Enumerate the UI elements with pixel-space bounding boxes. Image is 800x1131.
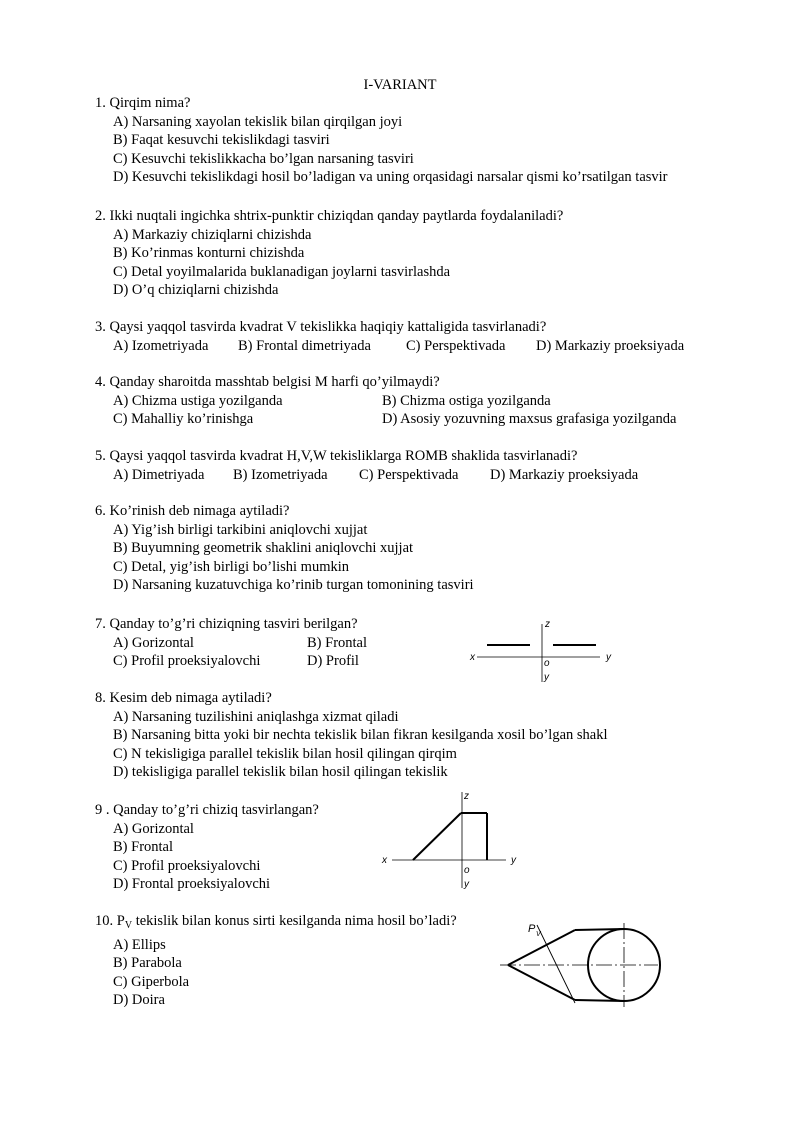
- origin-label: o: [464, 865, 470, 876]
- option-b: B) Buyumning geometrik shaklini aniqlovchi xujjat: [113, 540, 414, 557]
- question-stem: 8. Kesim deb nimaga aytiladi?: [95, 690, 272, 706]
- option-d: D) Profil: [307, 653, 359, 670]
- option-d: D) O’q chiziqlarni chizishda: [113, 282, 279, 299]
- option-d: D) Kesuvchi tekislikdagi hosil bo’ladigan va uning orqasidagi narsalar qismi ko’rsatilgan tasvir: [113, 169, 668, 186]
- axis-label-y-right: y: [511, 855, 516, 866]
- option-c: C) Detal yoyilmalarida buklanadigan joylarni tasvirlashda: [113, 263, 451, 280]
- option-b: B) Izometriyada: [233, 466, 328, 483]
- option-d: D) Frontal proeksiyalovchi: [113, 876, 271, 893]
- frontal-projection-line: [413, 813, 461, 860]
- plane-label: P: [528, 923, 536, 935]
- option-a: A) Narsaning tuzilishini aniqlashga xizmat qiladi: [113, 708, 399, 725]
- question-2: [95, 207, 563, 300]
- question-9: [95, 801, 319, 894]
- line-projection-figure-q9: [375, 787, 535, 897]
- axis-label-x: x: [470, 652, 475, 663]
- option-c: C) N tekisligiga parallel tekislik bilan hosil qilingan qirqim: [113, 745, 457, 762]
- question-stem: 3. Qaysi yaqqol tasvirda kvadrat V tekislikka haqiqiy kattaligida tasvirlanadi?: [95, 319, 547, 335]
- cone-base-top-edge: [575, 929, 624, 930]
- question-stem: 2. Ikki nuqtali ingichka shtrix-punktir chiziqdan qanday paytlarda foydalaniladi?: [95, 208, 564, 224]
- option-a: A) Yig’ish birligi tarkibini aniqlovchi xujjat: [113, 521, 368, 538]
- option-b: B) Chizma ostiga yozilganda: [382, 392, 551, 409]
- option-a: A) Gorizontal: [113, 634, 194, 651]
- option-a: A) Markaziy chiziqlarni chizishda: [113, 226, 312, 243]
- option-d: D) tekisligiga parallel tekislik bilan hosil qilingan tekislik: [113, 764, 448, 781]
- option-c: C) Giperbola: [113, 973, 190, 990]
- option-a: A) Dimetriyada: [113, 466, 205, 483]
- option-c: C) Profil proeksiyalovchi: [113, 653, 261, 670]
- option-c: C) Perspektivada: [359, 466, 459, 483]
- option-c: C) Kesuvchi tekislikkacha bo’lgan narsaning tasviri: [113, 150, 414, 167]
- question-stem: [95, 912, 457, 936]
- option-c: C) Perspektivada: [406, 337, 506, 354]
- option-c: C) Detal, yig’ish birligi bo’lishi mumkin: [113, 558, 350, 575]
- axis-label-y-bottom: y: [544, 672, 549, 683]
- question-6: [95, 502, 474, 595]
- option-a: A) Chizma ustiga yozilganda: [113, 392, 283, 409]
- variant-title: I-VARIANT: [363, 77, 437, 93]
- question-8: [95, 689, 608, 782]
- option-d: D) Asosiy yozuvning maxsus grafasiga yozilganda: [382, 411, 677, 428]
- option-b: B) Frontal: [113, 839, 174, 856]
- question-stem: 4. Qanday sharoitda masshtab belgisi M harfi qo’yilmaydi?: [95, 374, 440, 390]
- question-4: [95, 373, 676, 429]
- question-stem: 6. Ko’rinish deb nimaga aytiladi?: [95, 503, 290, 519]
- stem-subscript: V: [124, 920, 133, 931]
- axis-label-y-right: y: [606, 652, 611, 663]
- option-c: C) Profil proeksiyalovchi: [113, 857, 261, 874]
- question-1: [95, 94, 668, 187]
- question-stem: 1. Qirqim nima?: [95, 95, 191, 111]
- axis-label-z: z: [464, 791, 469, 802]
- option-c: C) Mahalliy ko’rinishga: [113, 411, 254, 428]
- axis-label-x: x: [382, 855, 387, 866]
- cone-base-bottom-edge: [575, 1000, 624, 1001]
- option-a: A) Izometriyada: [113, 337, 209, 354]
- question-3: [95, 318, 684, 355]
- line-projection-figure-q7: [465, 614, 625, 686]
- option-b: B) Frontal dimetriyada: [238, 337, 371, 354]
- stem-prefix: 10. P: [95, 913, 125, 929]
- pv-plane-trace: [537, 925, 575, 1003]
- question-10: [95, 912, 457, 1010]
- option-b: B) Parabola: [113, 955, 182, 972]
- question-5: [95, 447, 638, 484]
- option-d: D) Doira: [113, 992, 165, 1009]
- question-stem: 5. Qaysi yaqqol tasvirda kvadrat H,V,W tekisliklarga ROMB shaklida tasvirlanadi?: [95, 448, 578, 464]
- option-d: D) Markaziy proeksiyada: [490, 466, 639, 483]
- question-7: [95, 615, 367, 671]
- origin-label: o: [544, 658, 550, 669]
- option-b: B) Ko’rinmas konturni chizishda: [113, 245, 305, 262]
- option-a: A) Gorizontal: [113, 820, 194, 837]
- plane-label-subscript: V: [536, 931, 541, 938]
- option-d: D) Markaziy proeksiyada: [536, 337, 685, 354]
- cone-section-figure: [495, 915, 665, 1010]
- option-a: A) Ellips: [113, 936, 166, 953]
- question-stem: 7. Qanday to’g’ri chiziqning tasviri berilgan?: [95, 616, 358, 632]
- option-b: B) Frontal: [307, 634, 368, 651]
- question-stem: 9 . Qanday to’g’ri chiziq tasvirlangan?: [95, 802, 319, 818]
- option-d: D) Narsaning kuzatuvchiga ko’rinib turgan tomonining tasviri: [113, 577, 474, 594]
- option-a: A) Narsaning xayolan tekislik bilan qirqilgan joyi: [113, 113, 403, 130]
- option-b: B) Faqat kesuvchi tekislikdagi tasviri: [113, 132, 330, 149]
- axis-label-z: z: [545, 619, 550, 630]
- stem-suffix: tekislik bilan konus sirti kesilganda nima hosil bo’ladi?: [132, 913, 457, 929]
- axis-label-y-bottom: y: [464, 879, 469, 890]
- option-b: B) Narsaning bitta yoki bir nechta tekislik bilan fikran kesilganda xosil bo’lgan shakl: [113, 727, 608, 744]
